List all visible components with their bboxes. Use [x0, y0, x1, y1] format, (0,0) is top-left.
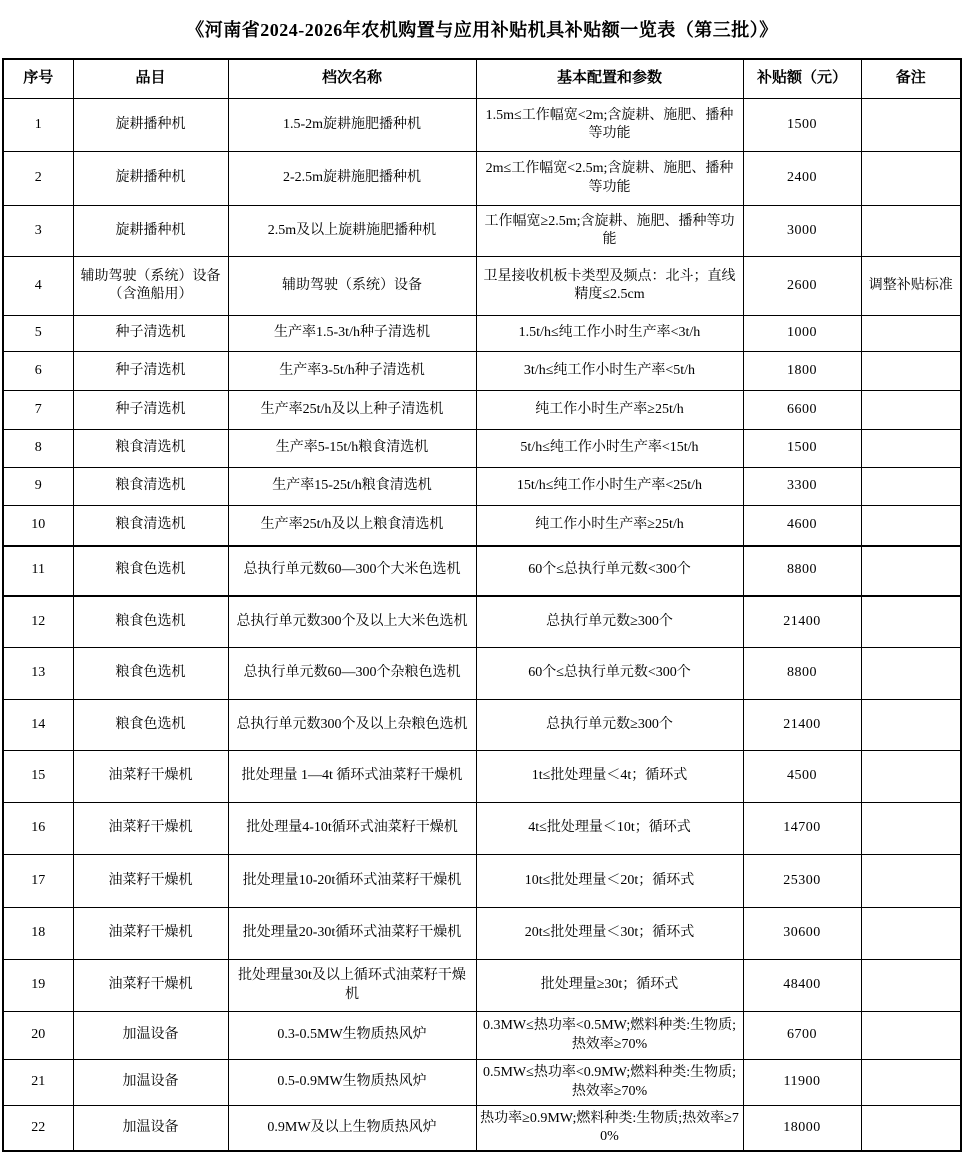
- cell-grade: 批处理量30t及以上循环式油菜籽干燥机: [228, 960, 476, 1012]
- cell-item: 加温设备: [73, 1106, 228, 1151]
- cell-grade: 生产率3-5t/h种子清选机: [228, 352, 476, 391]
- cell-amount: 4600: [743, 506, 861, 546]
- table-row: [3, 1012, 961, 1060]
- cell-no: 14: [3, 700, 73, 751]
- table-row: [3, 206, 961, 257]
- table-row: [3, 391, 961, 430]
- cell-item: 油菜籽干燥机: [73, 855, 228, 908]
- cell-amount: 21400: [743, 596, 861, 648]
- cell-amount: 6700: [743, 1012, 861, 1060]
- cell-item: 旋耕播种机: [73, 99, 228, 152]
- cell-no: 6: [3, 352, 73, 391]
- cell-remark: [861, 391, 961, 430]
- cell-grade: 生产率1.5-3t/h种子清选机: [228, 316, 476, 352]
- cell-no: 13: [3, 648, 73, 700]
- cell-params: 4t≤批处理量＜10t；循环式: [476, 803, 743, 855]
- cell-no: 19: [3, 960, 73, 1012]
- col-header-item: 品目: [73, 59, 228, 99]
- table-row: [3, 316, 961, 352]
- cell-params: 0.3MW≤热功率<0.5MW;燃料种类:生物质;热效率≥70%: [476, 1012, 743, 1060]
- cell-params: 批处理量≥30t；循环式: [476, 960, 743, 1012]
- cell-params: 10t≤批处理量＜20t；循环式: [476, 855, 743, 908]
- cell-params: 60个≤总执行单元数<300个: [476, 648, 743, 700]
- cell-item: 粮食色选机: [73, 700, 228, 751]
- cell-remark: [861, 908, 961, 960]
- cell-params: 1.5m≤工作幅宽<2m;含旋耕、施肥、播种等功能: [476, 99, 743, 152]
- cell-item: 粮食清选机: [73, 468, 228, 506]
- cell-item: 旋耕播种机: [73, 206, 228, 257]
- document-header: [0, 0, 964, 58]
- cell-item: 旋耕播种机: [73, 152, 228, 206]
- cell-amount: 4500: [743, 751, 861, 803]
- cell-params: 1t≤批处理量＜4t；循环式: [476, 751, 743, 803]
- cell-no: 9: [3, 468, 73, 506]
- cell-remark: 调整补贴标准: [861, 257, 961, 316]
- cell-item: 种子清选机: [73, 316, 228, 352]
- cell-no: 7: [3, 391, 73, 430]
- table-row: [3, 506, 961, 546]
- cell-amount: 2600: [743, 257, 861, 316]
- cell-grade: 辅助驾驶（系统）设备: [228, 257, 476, 316]
- cell-no: 17: [3, 855, 73, 908]
- table-row: [3, 352, 961, 391]
- cell-item: 辅助驾驶（系统）设备（含渔船用）: [73, 257, 228, 316]
- cell-amount: 3000: [743, 206, 861, 257]
- cell-amount: 18000: [743, 1106, 861, 1151]
- table-row: [3, 700, 961, 751]
- col-header-remark: 备注: [861, 59, 961, 99]
- table-row: [3, 152, 961, 206]
- cell-item: 油菜籽干燥机: [73, 751, 228, 803]
- cell-no: 8: [3, 430, 73, 468]
- cell-amount: 6600: [743, 391, 861, 430]
- cell-no: 11: [3, 546, 73, 596]
- cell-params: 纯工作小时生产率≥25t/h: [476, 506, 743, 546]
- subsidy-table: [2, 58, 962, 1152]
- cell-no: 2: [3, 152, 73, 206]
- cell-remark: [861, 855, 961, 908]
- cell-params: 1.5t/h≤纯工作小时生产率<3t/h: [476, 316, 743, 352]
- cell-params: 60个≤总执行单元数<300个: [476, 546, 743, 596]
- cell-remark: [861, 648, 961, 700]
- cell-remark: [861, 152, 961, 206]
- cell-no: 20: [3, 1012, 73, 1060]
- cell-grade: 总执行单元数60—300个杂粮色选机: [228, 648, 476, 700]
- table-row: [3, 257, 961, 316]
- cell-item: 粮食清选机: [73, 430, 228, 468]
- cell-remark: [861, 803, 961, 855]
- cell-params: 工作幅宽≥2.5m;含旋耕、施肥、播种等功能: [476, 206, 743, 257]
- cell-params: 热功率≥0.9MW;燃料种类:生物质;热效率≥70%: [476, 1106, 743, 1151]
- col-header-no: 序号: [3, 59, 73, 99]
- cell-grade: 批处理量10-20t循环式油菜籽干燥机: [228, 855, 476, 908]
- table-row: [3, 596, 961, 648]
- cell-no: 15: [3, 751, 73, 803]
- cell-remark: [861, 206, 961, 257]
- cell-amount: 11900: [743, 1060, 861, 1106]
- col-header-grade: 档次名称: [228, 59, 476, 99]
- cell-grade: 批处理量 1—4t 循环式油菜籽干燥机: [228, 751, 476, 803]
- cell-remark: [861, 316, 961, 352]
- cell-no: 4: [3, 257, 73, 316]
- cell-item: 油菜籽干燥机: [73, 908, 228, 960]
- cell-remark: [861, 596, 961, 648]
- cell-params: 20t≤批处理量＜30t；循环式: [476, 908, 743, 960]
- cell-params: 纯工作小时生产率≥25t/h: [476, 391, 743, 430]
- cell-amount: 1500: [743, 430, 861, 468]
- cell-params: 3t/h≤纯工作小时生产率<5t/h: [476, 352, 743, 391]
- cell-grade: 生产率25t/h及以上种子清选机: [228, 391, 476, 430]
- cell-remark: [861, 1060, 961, 1106]
- cell-grade: 总执行单元数60—300个大米色选机: [228, 546, 476, 596]
- col-header-amount: 补贴额（元）: [743, 59, 861, 99]
- cell-no: 10: [3, 506, 73, 546]
- cell-amount: 1800: [743, 352, 861, 391]
- cell-grade: 批处理量20-30t循环式油菜籽干燥机: [228, 908, 476, 960]
- cell-grade: 0.9MW及以上生物质热风炉: [228, 1106, 476, 1151]
- table-row: [3, 430, 961, 468]
- cell-amount: 8800: [743, 648, 861, 700]
- cell-item: 油菜籽干燥机: [73, 803, 228, 855]
- cell-grade: 1.5-2m旋耕施肥播种机: [228, 99, 476, 152]
- cell-amount: 8800: [743, 546, 861, 596]
- cell-no: 22: [3, 1106, 73, 1151]
- cell-remark: [861, 352, 961, 391]
- cell-grade: 2.5m及以上旋耕施肥播种机: [228, 206, 476, 257]
- table-row: [3, 648, 961, 700]
- cell-remark: [861, 700, 961, 751]
- table-head: [3, 59, 961, 99]
- cell-item: 种子清选机: [73, 391, 228, 430]
- table-row: [3, 803, 961, 855]
- cell-grade: 0.5-0.9MW生物质热风炉: [228, 1060, 476, 1106]
- cell-grade: 2-2.5m旋耕施肥播种机: [228, 152, 476, 206]
- cell-amount: 25300: [743, 855, 861, 908]
- cell-grade: 生产率5-15t/h粮食清选机: [228, 430, 476, 468]
- cell-grade: 总执行单元数300个及以上杂粮色选机: [228, 700, 476, 751]
- cell-grade: 生产率15-25t/h粮食清选机: [228, 468, 476, 506]
- cell-grade: 批处理量4-10t循环式油菜籽干燥机: [228, 803, 476, 855]
- cell-no: 16: [3, 803, 73, 855]
- table-row: [3, 99, 961, 152]
- cell-params: 总执行单元数≥300个: [476, 700, 743, 751]
- table-row: [3, 751, 961, 803]
- cell-amount: 1500: [743, 99, 861, 152]
- table-row: [3, 908, 961, 960]
- table-row: [3, 960, 961, 1012]
- cell-amount: 14700: [743, 803, 861, 855]
- cell-no: 5: [3, 316, 73, 352]
- table-row: [3, 855, 961, 908]
- header-row: [3, 59, 961, 99]
- cell-remark: [861, 960, 961, 1012]
- cell-remark: [861, 1106, 961, 1151]
- table-body: [3, 99, 961, 1151]
- cell-grade: 生产率25t/h及以上粮食清选机: [228, 506, 476, 546]
- cell-remark: [861, 506, 961, 546]
- cell-grade: 总执行单元数300个及以上大米色选机: [228, 596, 476, 648]
- cell-amount: 21400: [743, 700, 861, 751]
- cell-no: 3: [3, 206, 73, 257]
- table-row: [3, 546, 961, 596]
- cell-item: 粮食清选机: [73, 506, 228, 546]
- cell-item: 粮食色选机: [73, 596, 228, 648]
- table-row: [3, 1106, 961, 1151]
- cell-amount: 1000: [743, 316, 861, 352]
- cell-params: 卫星接收机板卡类型及频点：北斗；直线精度≤2.5cm: [476, 257, 743, 316]
- cell-no: 1: [3, 99, 73, 152]
- cell-amount: 48400: [743, 960, 861, 1012]
- cell-remark: [861, 468, 961, 506]
- cell-params: 5t/h≤纯工作小时生产率<15t/h: [476, 430, 743, 468]
- cell-params: 2m≤工作幅宽<2.5m;含旋耕、施肥、播种等功能: [476, 152, 743, 206]
- cell-item: 粮食色选机: [73, 648, 228, 700]
- cell-amount: 30600: [743, 908, 861, 960]
- table-row: [3, 468, 961, 506]
- cell-remark: [861, 1012, 961, 1060]
- col-header-params: 基本配置和参数: [476, 59, 743, 99]
- cell-params: 0.5MW≤热功率<0.9MW;燃料种类:生物质;热效率≥70%: [476, 1060, 743, 1106]
- page-title: 《河南省2024-2026年农机购置与应用补贴机具补贴额一览表（第三批）》: [186, 20, 778, 40]
- cell-item: 加温设备: [73, 1060, 228, 1106]
- cell-remark: [861, 430, 961, 468]
- cell-no: 21: [3, 1060, 73, 1106]
- cell-remark: [861, 751, 961, 803]
- cell-params: 总执行单元数≥300个: [476, 596, 743, 648]
- cell-grade: 0.3-0.5MW生物质热风炉: [228, 1012, 476, 1060]
- table-row: [3, 1060, 961, 1106]
- cell-item: 种子清选机: [73, 352, 228, 391]
- cell-remark: [861, 99, 961, 152]
- cell-no: 18: [3, 908, 73, 960]
- cell-no: 12: [3, 596, 73, 648]
- cell-amount: 3300: [743, 468, 861, 506]
- cell-item: 粮食色选机: [73, 546, 228, 596]
- cell-item: 油菜籽干燥机: [73, 960, 228, 1012]
- cell-remark: [861, 546, 961, 596]
- cell-params: 15t/h≤纯工作小时生产率<25t/h: [476, 468, 743, 506]
- cell-item: 加温设备: [73, 1012, 228, 1060]
- cell-amount: 2400: [743, 152, 861, 206]
